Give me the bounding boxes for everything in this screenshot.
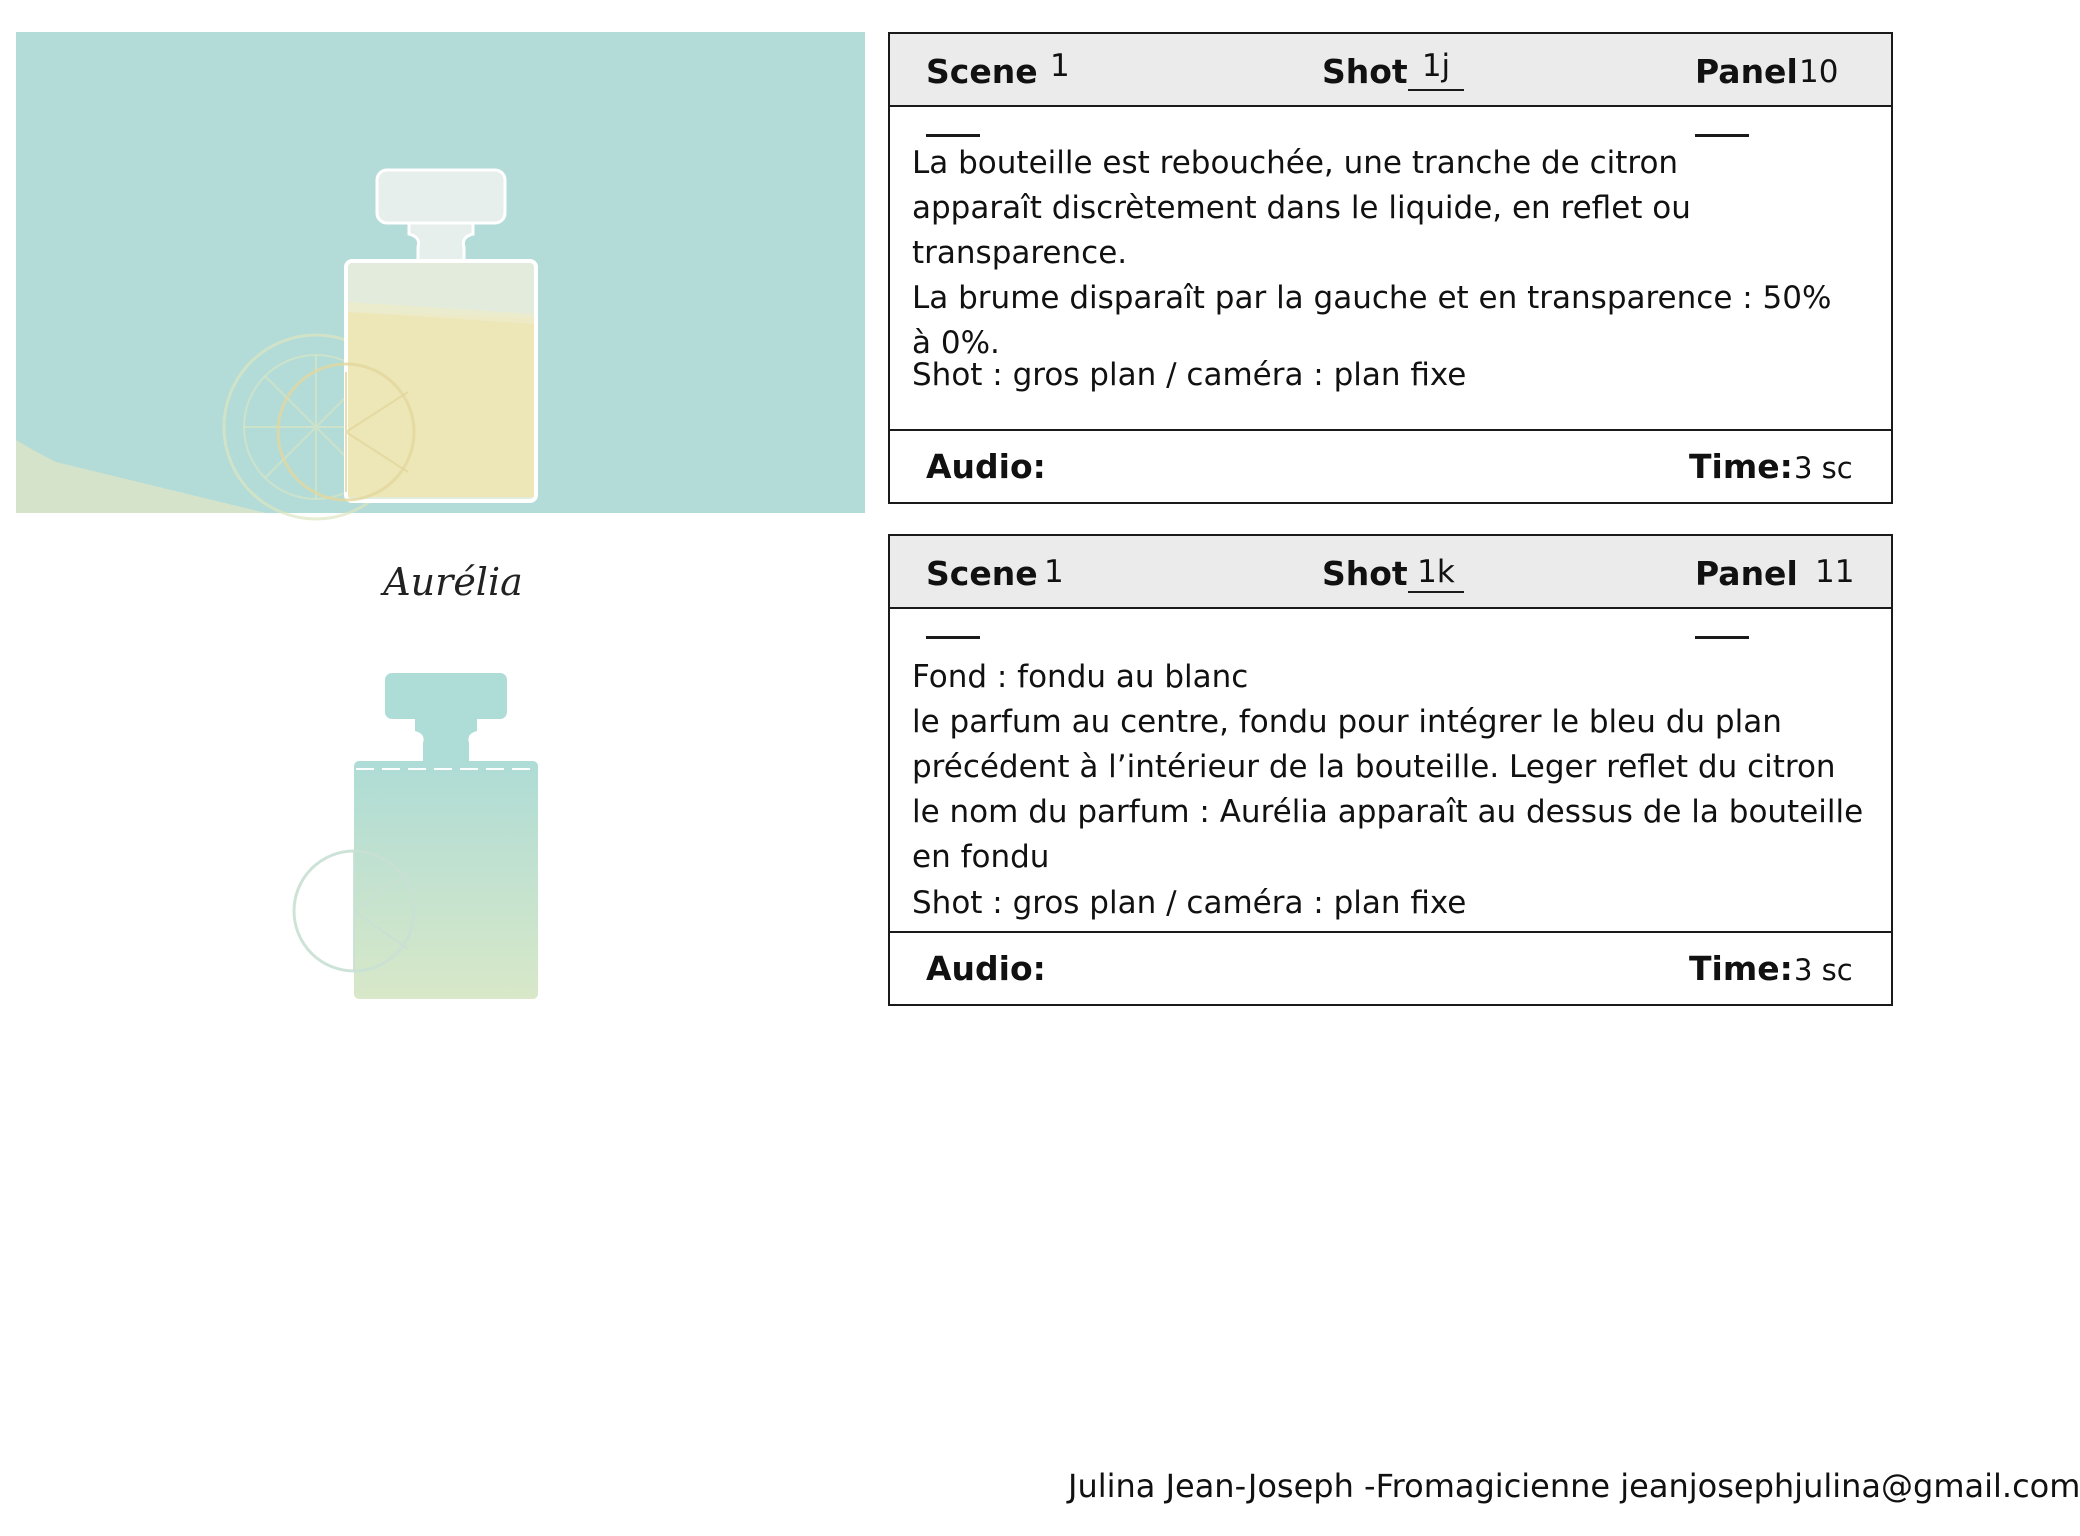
panel-underline [1695, 134, 1749, 137]
panel-value: 10 [1799, 54, 1839, 90]
scene-label: Scene [926, 52, 1038, 91]
panel-value: 11 [1815, 554, 1855, 590]
shot-description: La bouteille est rebouchée, une tranche de citron apparaît discrètement dans le liquide, en reflet ou transparence. La brume disparaît par la gauche et en transparence : 50% à 0%. [912, 145, 1832, 361]
panel-footer [890, 931, 1891, 1004]
author-credit: Julina Jean-Joseph -Fromagicienne jeanjosephjulina@gmail.com [1068, 1467, 2080, 1505]
time-label: Time: [1689, 447, 1793, 486]
shot-label: Shot [1322, 52, 1408, 91]
shot-panel-11 [888, 534, 1893, 1006]
storyboard-frame-1 [16, 32, 865, 513]
panel-label: Panel [1695, 52, 1798, 91]
perfume-bottle-title-illustration [16, 533, 865, 1014]
panel-label: Panel [1695, 554, 1798, 593]
shot-panel-10 [888, 32, 1893, 504]
panel-header [890, 536, 1891, 609]
audio-label: Audio: [926, 949, 1046, 988]
shot-value: 1k [1417, 554, 1455, 590]
shot-camera-line: Shot : gros plan / caméra : plan fixe [912, 885, 1467, 921]
perfume-bottle-lemon-illustration [16, 32, 865, 513]
scene-label: Scene [926, 554, 1038, 593]
scene-underline [926, 134, 980, 137]
time-label: Time: [1689, 949, 1793, 988]
panel-underline [1695, 636, 1749, 639]
panel-footer [890, 429, 1891, 502]
shot-label: Shot [1322, 554, 1408, 593]
panel-description-area [890, 107, 1891, 431]
shot-underline [1408, 591, 1464, 593]
time-value: 3 sc [1794, 451, 1853, 485]
shot-description: Fond : fondu au blanc le parfum au centre, fondu pour intégrer le bleu du plan précédent à l’intérieur de la bouteille. Leger reflet du citron le nom du parfum : Aurélia apparaît au dessus de la bouteille en fondu [912, 659, 1864, 875]
panel-header [890, 34, 1891, 107]
scene-value: 1 [1044, 554, 1064, 590]
audio-label: Audio: [926, 447, 1046, 486]
time-value: 3 sc [1794, 953, 1853, 987]
shot-value: 1j [1421, 48, 1451, 84]
scene-underline [926, 636, 980, 639]
storyboard-frame-2 [16, 533, 865, 1014]
brand-title: Aurélia [383, 560, 523, 604]
shot-underline [1408, 89, 1464, 91]
shot-camera-line: Shot : gros plan / caméra : plan fixe [912, 357, 1467, 393]
panel-description-area [890, 609, 1891, 933]
scene-value: 1 [1050, 48, 1070, 84]
